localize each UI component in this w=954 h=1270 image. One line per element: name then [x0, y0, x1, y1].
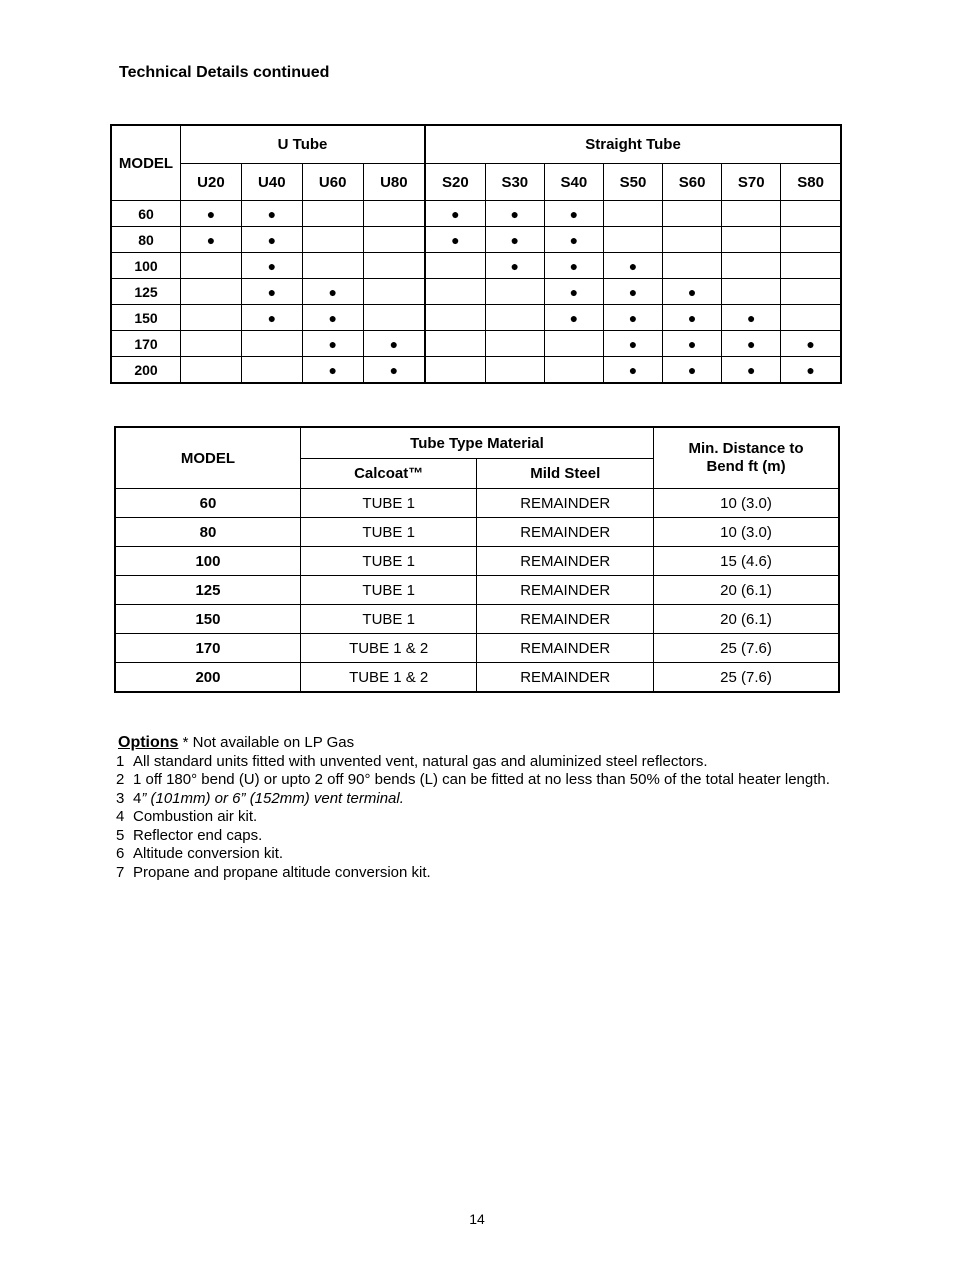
mild-steel-cell: REMAINDER — [477, 489, 654, 518]
availability-dot: ● — [181, 201, 242, 227]
empty-cell — [181, 253, 242, 279]
availability-dot: ● — [241, 227, 302, 253]
empty-cell — [781, 305, 841, 331]
availability-dot: ● — [603, 253, 662, 279]
list-item — [117, 827, 830, 846]
list-item-number: 3 — [116, 789, 125, 807]
availability-dot: ● — [544, 279, 603, 305]
straight-tube-group-header: Straight Tube — [425, 125, 841, 164]
empty-cell — [363, 253, 425, 279]
availability-dot: ● — [485, 253, 544, 279]
empty-cell — [425, 305, 485, 331]
empty-cell — [181, 331, 242, 357]
availability-dot: ● — [544, 305, 603, 331]
list-item-text: 1 off 180° bend (U) or upto 2 off 90° bends (L) can be fitted at no less than 50% of the total heater length. — [133, 771, 830, 788]
calcoat-cell: TUBE 1 — [300, 576, 477, 605]
list-item — [117, 790, 830, 809]
table-row — [115, 663, 839, 693]
empty-cell — [603, 201, 662, 227]
table-row — [111, 279, 841, 305]
options-heading-line — [118, 734, 830, 753]
empty-cell — [425, 253, 485, 279]
availability-dot: ● — [603, 357, 662, 384]
model-cell: 100 — [111, 253, 181, 279]
empty-cell — [363, 201, 425, 227]
calcoat-cell: TUBE 1 — [300, 605, 477, 634]
availability-dot: ● — [363, 357, 425, 384]
list-item — [117, 845, 830, 864]
empty-cell — [663, 227, 722, 253]
availability-dot: ● — [302, 357, 363, 384]
model-header: MODEL — [115, 427, 300, 489]
list-item-number: 4 — [116, 808, 125, 825]
options-list — [118, 753, 830, 883]
empty-cell — [781, 227, 841, 253]
table-column-row — [111, 164, 841, 201]
availability-dot: ● — [722, 305, 781, 331]
table-row — [115, 605, 839, 634]
empty-cell — [544, 331, 603, 357]
u-tube-group-header: U Tube — [181, 125, 426, 164]
mild-steel-cell: REMAINDER — [477, 663, 654, 693]
availability-dot: ● — [302, 305, 363, 331]
model-cell: 200 — [115, 663, 300, 693]
list-item-number: 1 — [116, 752, 125, 770]
availability-dot: ● — [241, 279, 302, 305]
empty-cell — [781, 201, 841, 227]
empty-cell — [781, 279, 841, 305]
min-distance-cell: 10 (3.0) — [654, 489, 839, 518]
empty-cell — [181, 357, 242, 384]
options-note: * Not available on LP Gas — [178, 734, 355, 751]
mild-steel-cell: REMAINDER — [477, 547, 654, 576]
availability-dot: ● — [485, 201, 544, 227]
column-header-s40: S40 — [544, 164, 603, 201]
list-item-number: 5 — [116, 826, 125, 844]
model-cell: 60 — [111, 201, 181, 227]
column-header-s70: S70 — [722, 164, 781, 201]
list-item-text-italic: ” (101mm) or 6” (152mm) vent terminal. — [141, 789, 404, 807]
availability-dot: ● — [544, 227, 603, 253]
column-header-u20: U20 — [181, 164, 242, 201]
table-row — [111, 357, 841, 384]
availability-dot: ● — [603, 305, 662, 331]
list-item — [117, 771, 830, 790]
table-row — [111, 227, 841, 253]
empty-cell — [722, 253, 781, 279]
min-distance-line2: Bend ft (m) — [706, 458, 786, 475]
empty-cell — [722, 279, 781, 305]
list-item — [117, 808, 830, 827]
model-cell: 80 — [111, 227, 181, 253]
model-cell: 200 — [111, 357, 181, 384]
empty-cell — [181, 279, 242, 305]
availability-dot: ● — [663, 305, 722, 331]
empty-cell — [663, 253, 722, 279]
empty-cell — [485, 279, 544, 305]
list-item-text: Reflector end caps. — [133, 826, 263, 844]
availability-dot: ● — [663, 279, 722, 305]
empty-cell — [722, 201, 781, 227]
calcoat-header: Calcoat™ — [300, 459, 477, 489]
empty-cell — [663, 201, 722, 227]
tube-compatibility-table — [110, 124, 842, 384]
model-cell: 170 — [111, 331, 181, 357]
min-distance-cell: 25 (7.6) — [654, 634, 839, 663]
availability-dot: ● — [485, 227, 544, 253]
model-cell: 125 — [111, 279, 181, 305]
list-item-text: Propane and propane altitude conversion kit. — [133, 863, 431, 881]
column-header-s20: S20 — [425, 164, 485, 201]
min-distance-cell: 15 (4.6) — [654, 547, 839, 576]
availability-dot: ● — [663, 331, 722, 357]
availability-dot: ● — [425, 201, 485, 227]
list-item-text: 4 — [133, 789, 142, 807]
model-cell: 100 — [115, 547, 300, 576]
table-row — [111, 331, 841, 357]
availability-dot: ● — [241, 305, 302, 331]
column-header-s60: S60 — [663, 164, 722, 201]
options-section — [118, 734, 830, 882]
mild-steel-header: Mild Steel — [477, 459, 654, 489]
tube-material-table — [114, 426, 840, 693]
availability-dot: ● — [181, 227, 242, 253]
column-header-u40: U40 — [241, 164, 302, 201]
availability-dot: ● — [544, 201, 603, 227]
empty-cell — [425, 331, 485, 357]
table-row — [111, 305, 841, 331]
table-row — [115, 576, 839, 605]
list-item-text: Altitude conversion kit. — [133, 845, 284, 862]
empty-cell — [181, 305, 242, 331]
page-title: Technical Details continued — [119, 64, 330, 81]
min-distance-header — [654, 427, 839, 489]
availability-dot: ● — [722, 331, 781, 357]
min-distance-cell: 25 (7.6) — [654, 663, 839, 693]
calcoat-cell: TUBE 1 — [300, 518, 477, 547]
list-item-number: 6 — [116, 845, 125, 862]
availability-dot: ● — [663, 357, 722, 384]
mild-steel-cell: REMAINDER — [477, 576, 654, 605]
model-header: MODEL — [111, 125, 181, 201]
calcoat-cell: TUBE 1 — [300, 547, 477, 576]
model-cell: 150 — [111, 305, 181, 331]
empty-cell — [425, 357, 485, 384]
list-item-text: Combustion air kit. — [133, 808, 258, 825]
table-row — [111, 201, 841, 227]
empty-cell — [485, 331, 544, 357]
column-header-s50: S50 — [603, 164, 662, 201]
empty-cell — [302, 227, 363, 253]
list-item-number: 7 — [116, 863, 125, 881]
min-distance-cell: 20 (6.1) — [654, 576, 839, 605]
list-item — [117, 864, 830, 883]
list-item-number: 2 — [116, 771, 125, 788]
options-title: Options — [118, 734, 179, 751]
table-row — [115, 547, 839, 576]
availability-dot: ● — [781, 331, 841, 357]
model-cell: 80 — [115, 518, 300, 547]
empty-cell — [363, 227, 425, 253]
column-header-u60: U60 — [302, 164, 363, 201]
availability-dot: ● — [603, 279, 662, 305]
mild-steel-cell: REMAINDER — [477, 634, 654, 663]
table-header-row — [111, 125, 841, 164]
availability-dot: ● — [302, 331, 363, 357]
table-header-row — [115, 427, 839, 459]
min-distance-cell: 10 (3.0) — [654, 518, 839, 547]
availability-dot: ● — [781, 357, 841, 384]
empty-cell — [425, 279, 485, 305]
mild-steel-cell: REMAINDER — [477, 605, 654, 634]
min-distance-cell: 20 (6.1) — [654, 605, 839, 634]
empty-cell — [781, 253, 841, 279]
tube-type-material-header: Tube Type Material — [300, 427, 653, 459]
calcoat-cell: TUBE 1 & 2 — [300, 634, 477, 663]
availability-dot: ● — [302, 279, 363, 305]
availability-dot: ● — [603, 331, 662, 357]
empty-cell — [241, 331, 302, 357]
availability-dot: ● — [544, 253, 603, 279]
availability-dot: ● — [241, 201, 302, 227]
table-row — [111, 253, 841, 279]
table-row — [115, 518, 839, 547]
model-cell: 60 — [115, 489, 300, 518]
mild-steel-cell: REMAINDER — [477, 518, 654, 547]
model-cell: 125 — [115, 576, 300, 605]
availability-dot: ● — [425, 227, 485, 253]
empty-cell — [363, 279, 425, 305]
list-item-text: All standard units fitted with unvented vent, natural gas and aluminized steel reflectors. — [133, 752, 708, 770]
column-header-u80: U80 — [363, 164, 425, 201]
min-distance-line1: Min. Distance to — [688, 440, 804, 457]
empty-cell — [722, 227, 781, 253]
empty-cell — [603, 227, 662, 253]
model-cell: 150 — [115, 605, 300, 634]
column-header-s30: S30 — [485, 164, 544, 201]
table-row — [115, 634, 839, 663]
table-row — [115, 489, 839, 518]
empty-cell — [544, 357, 603, 384]
model-cell: 170 — [115, 634, 300, 663]
empty-cell — [485, 305, 544, 331]
calcoat-cell: TUBE 1 — [300, 489, 477, 518]
availability-dot: ● — [241, 253, 302, 279]
empty-cell — [302, 253, 363, 279]
column-header-s80: S80 — [781, 164, 841, 201]
page-number: 14 — [469, 1211, 485, 1227]
empty-cell — [363, 305, 425, 331]
availability-dot: ● — [363, 331, 425, 357]
availability-dot: ● — [722, 357, 781, 384]
empty-cell — [241, 357, 302, 384]
calcoat-cell: TUBE 1 & 2 — [300, 663, 477, 693]
empty-cell — [485, 357, 544, 384]
empty-cell — [302, 201, 363, 227]
list-item — [117, 753, 830, 772]
